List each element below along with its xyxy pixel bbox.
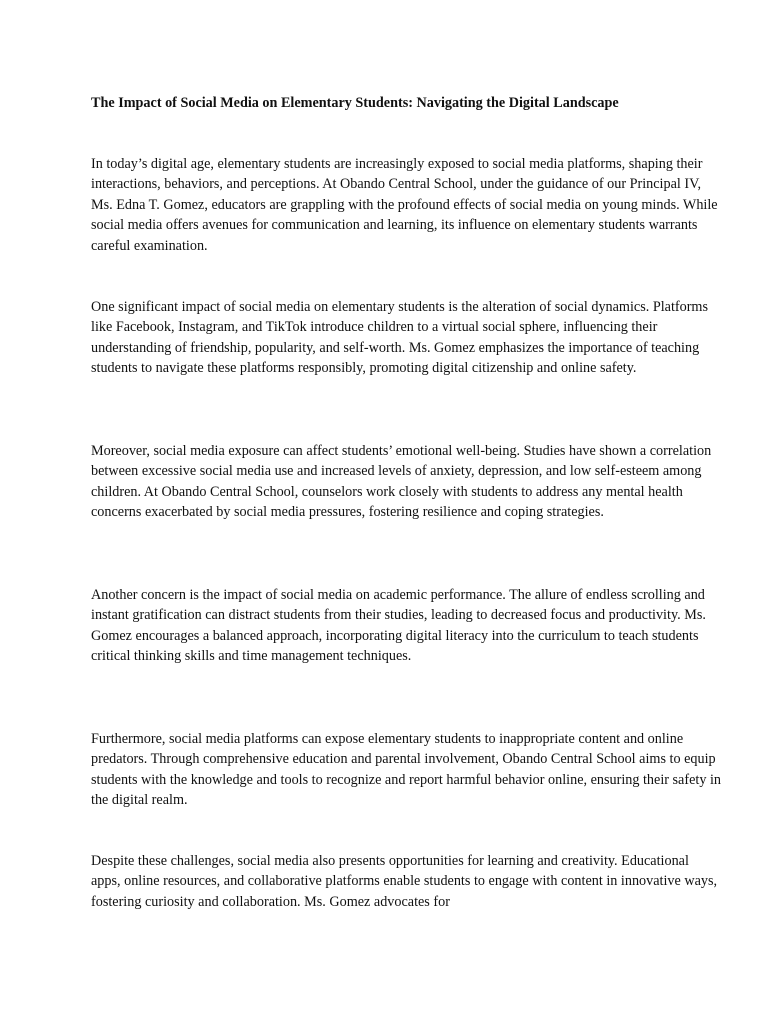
paragraph-opportunities: Despite these challenges, social media also presents opportunities for learning and creativity. Educational apps, online resources, and collaborative platforms enable students to engage with content in innovative ways, fostering curiosity and collaboration. Ms. Gomez advocates for (91, 853, 718, 910)
paragraph-social-dynamics: One significant impact of social media on elementary students is the alteration of social dynamics. Platforms like Facebook, Instagram, and TikTok introduce children to a virtual social sphere, influencing their understanding of friendship, popularity, and self-worth. Ms. Gomez emphasizes the importance of teaching students to navigate these platforms responsibly, promoting digital citizenship and online safety. (91, 299, 708, 377)
paragraph-emotional-wellbeing: Moreover, social media exposure can affect students’ emotional well-being. Studies have shown a correlation between excessive social media use and increased levels of anxiety, depression, and low self-esteem among children. At Obando Central School, counselors work closely with students to address any mental health concerns exacerbated by social media pressures, fostering resilience and coping strategies. (91, 443, 712, 521)
paragraph-intro: In today’s digital age, elementary students are increasingly exposed to social media platforms, shaping their interactions, behaviors, and perceptions. At Obando Central School, under the guidance of our Principal IV, Ms. Edna T. Gomez, educators are grappling with the profound effects of social media on young minds. While social media offers avenues for communication and learning, its influence on elementary students warrants careful examination. (91, 156, 718, 254)
paragraph-online-safety: Furthermore, social media platforms can expose elementary students to inappropriate content and online predators. Through comprehensive education and parental involvement, Obando Central School aims to equip students with the knowledge and tools to recognize and report harmful behavior online, ensuring their safety in the digital realm. (91, 731, 721, 809)
paragraph-academic-performance: Another concern is the impact of social media on academic performance. The allure of endless scrolling and instant gratification can distract students from their studies, leading to decreased focus and productivity. Ms. Gomez encourages a balanced approach, incorporating digital literacy into the curriculum to teach students critical thinking skills and time management techniques. (91, 587, 706, 665)
document-title: The Impact of Social Media on Elementary Students: Navigating the Digital Landscape (91, 95, 619, 111)
